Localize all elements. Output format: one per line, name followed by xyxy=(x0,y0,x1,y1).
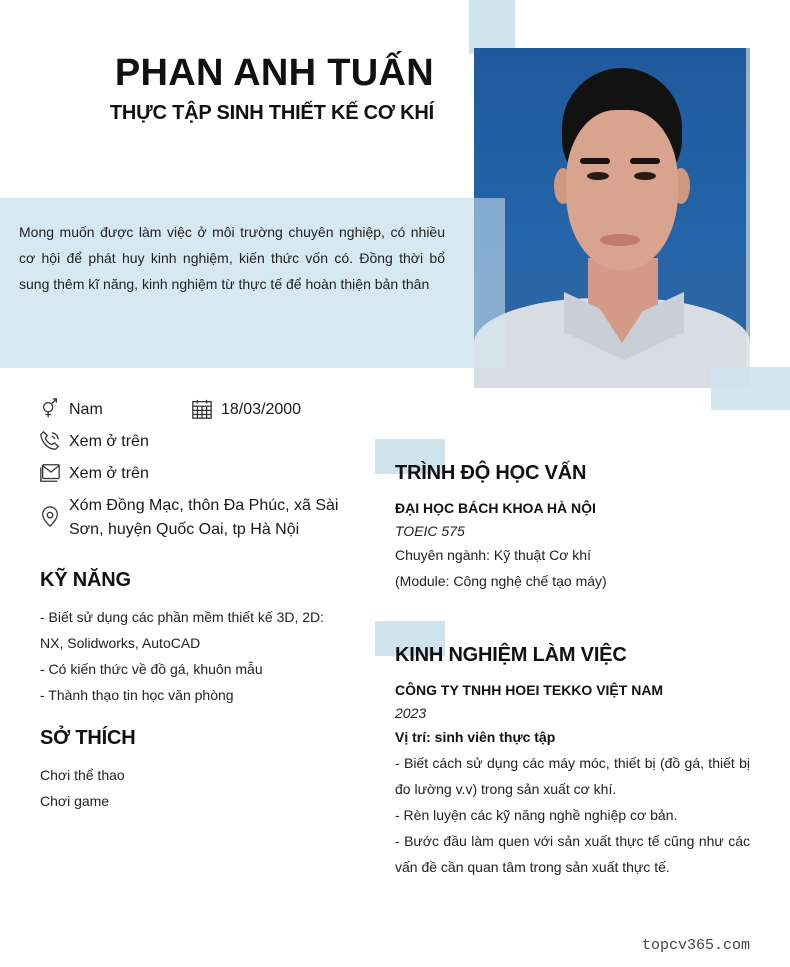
photo-edge xyxy=(746,48,750,388)
dob-value: 18/03/2000 xyxy=(221,401,302,418)
address-value: Xóm Đồng Mạc, thôn Đa Phúc, xã Sài Sơn, huyện Quốc Oai, tp Hà Nội xyxy=(69,497,339,538)
location-pin-icon xyxy=(39,506,61,528)
education-line: (Module: Công nghệ chế tạo máy) xyxy=(395,573,607,589)
experience-item: - Bước đầu làm quen với sản xuất thực tế cũng như các vấn đề cần quan tâm trong sản xuất thực tế. xyxy=(395,833,750,875)
hobby-item: Chơi game xyxy=(40,793,110,809)
school-name: ĐẠI HỌC BÁCH KHOA HÀ NỘI xyxy=(395,500,596,516)
photo-brow-left xyxy=(580,158,610,164)
skills-heading: KỸ NĂNG xyxy=(40,569,131,591)
decorative-square-photo-corner xyxy=(711,367,790,410)
email-value: Xem ở trên xyxy=(69,465,149,482)
skill-item: - Thành thạo tin học văn phòng xyxy=(40,687,234,703)
job-title: THỰC TẬP SINH THIẾT KẾ CƠ KHÍ xyxy=(109,102,434,124)
experience-item: - Rèn luyện các kỹ năng nghề nghiệp cơ bản. xyxy=(395,807,678,823)
profile-photo xyxy=(474,48,750,388)
education-note: TOEIC 575 xyxy=(395,523,465,539)
experience-item: - Biết cách sử dụng các máy móc, thiết bị (đồ gá, thiết bị đo lường v.v) trong sản xuất cơ khí. xyxy=(395,755,750,797)
hobbies-list xyxy=(40,762,340,814)
mail-icon xyxy=(39,462,61,484)
education-heading: TRÌNH ĐỘ HỌC VẤN xyxy=(395,462,587,484)
photo-v-neck xyxy=(596,303,648,343)
skill-item: - Có kiến thức về đồ gá, khuôn mẫu xyxy=(40,661,263,677)
career-objective: Mong muốn được làm việc ở môi trường chuyên nghiệp, có nhiều cơ hội để phát huy kinh nghiệm, kiến thức vốn có. Đồng thời bổ sung thêm kĩ năng, kinh nghiệm từ thực tế để hoàn thiện bản thân xyxy=(19,224,445,292)
photo-brow-right xyxy=(630,158,660,164)
info-phone xyxy=(39,430,149,454)
education-line: Chuyên ngành: Kỹ thuật Cơ khí xyxy=(395,547,591,563)
skill-item: - Biết sử dụng các phần mềm thiết kế 3D, 2D: NX, Solidworks, AutoCAD xyxy=(40,609,325,651)
experience-role: Vị trí: sinh viên thực tập xyxy=(395,729,556,745)
hobbies-heading: SỞ THÍCH xyxy=(40,727,136,749)
experience-heading: KINH NGHIỆM LÀM VIỆC xyxy=(395,644,627,666)
info-gender xyxy=(39,398,103,422)
company-name: CÔNG TY TNHH HOEI TEKKO VIỆT NAM xyxy=(395,682,664,698)
info-dob xyxy=(191,398,301,422)
gender-value: Nam xyxy=(69,401,103,418)
photo-face xyxy=(566,110,678,270)
candidate-name: PHAN ANH TUẤN xyxy=(114,52,434,94)
watermark: topcv365.com xyxy=(641,937,750,954)
photo-eye-left xyxy=(587,172,609,180)
photo-eye-right xyxy=(634,172,656,180)
experience-entry xyxy=(395,678,750,880)
phone-value: Xem ở trên xyxy=(69,433,149,450)
info-email xyxy=(39,462,149,486)
photo-mouth xyxy=(600,234,640,246)
photo-overlay-left xyxy=(474,198,505,368)
info-address xyxy=(39,494,349,542)
experience-period: 2023 xyxy=(395,705,427,721)
decorative-square-top xyxy=(469,0,515,54)
education-entry xyxy=(395,496,750,594)
skills-list xyxy=(40,604,350,708)
phone-icon xyxy=(39,430,61,452)
hobby-item: Chơi thể thao xyxy=(40,767,125,783)
gender-icon xyxy=(39,398,61,420)
calendar-icon xyxy=(191,398,213,420)
